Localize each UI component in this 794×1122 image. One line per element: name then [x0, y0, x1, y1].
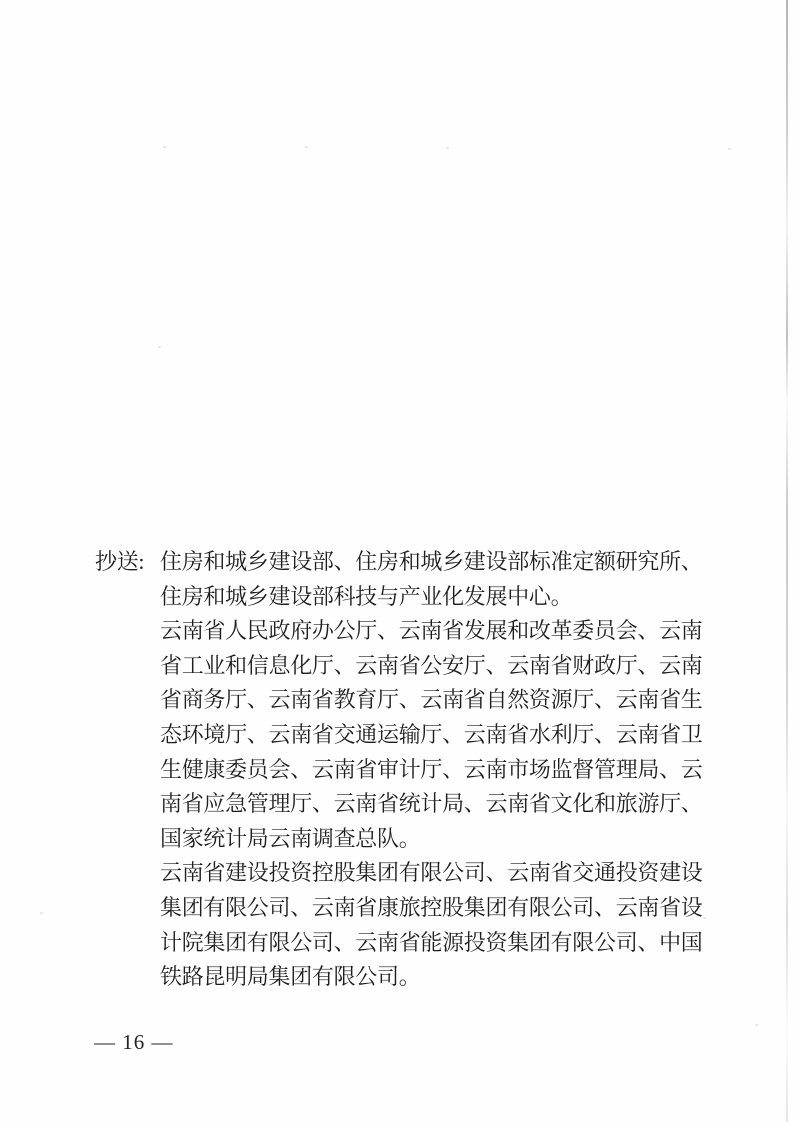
cc-line: 集团有限公司、云南省康旅控股集团有限公司、云南省设 [160, 894, 703, 920]
cc-line: 云南省建设投资控股集团有限公司、云南省交通投资建设 [160, 860, 703, 886]
scan-speck [158, 346, 161, 348]
cc-line: 国家统计局云南调查总队。 [160, 825, 421, 851]
cc-line: 省商务厅、云南省教育厅、云南省自然资源厅、云南省生 [160, 687, 703, 713]
cc-line: 铁路昆明局集团有限公司。 [160, 964, 421, 990]
cc-line: 省工业和信息化厅、云南省公安厅、云南省财政厅、云南 [160, 652, 703, 678]
scan-speck [755, 1024, 758, 1026]
cc-line: 住房和城乡建设部、住房和城乡建设部标准定额研究所、 [160, 549, 703, 574]
cc-line: 生健康委员会、云南省审计厅、云南市场监督管理局、云 [160, 756, 703, 782]
cc-label: 抄送: [95, 549, 145, 574]
cc-line: 云南省人民政府办公厅、云南省发展和改革委员会、云南 [160, 618, 703, 644]
page-number: — 16 — [94, 1030, 174, 1054]
scan-speck [40, 912, 43, 914]
cc-line: 南省应急管理厅、云南省统计局、云南省文化和旅游厅、 [160, 791, 703, 817]
cc-line: 住房和城乡建设部科技与产业化发展中心。 [160, 583, 573, 609]
scan-edge-line [786, 0, 788, 1122]
scan-speck [446, 147, 449, 149]
scan-speck [703, 917, 706, 919]
scan-speck [305, 146, 308, 148]
scan-speck [163, 146, 166, 148]
scan-speck [728, 148, 731, 150]
cc-line: 态环境厅、云南省交通运输厅、云南省水利厅、云南省卫 [160, 721, 703, 747]
cc-line: 计院集团有限公司、云南省能源投资集团有限公司、中国 [160, 929, 703, 955]
cc-content [160, 545, 710, 995]
